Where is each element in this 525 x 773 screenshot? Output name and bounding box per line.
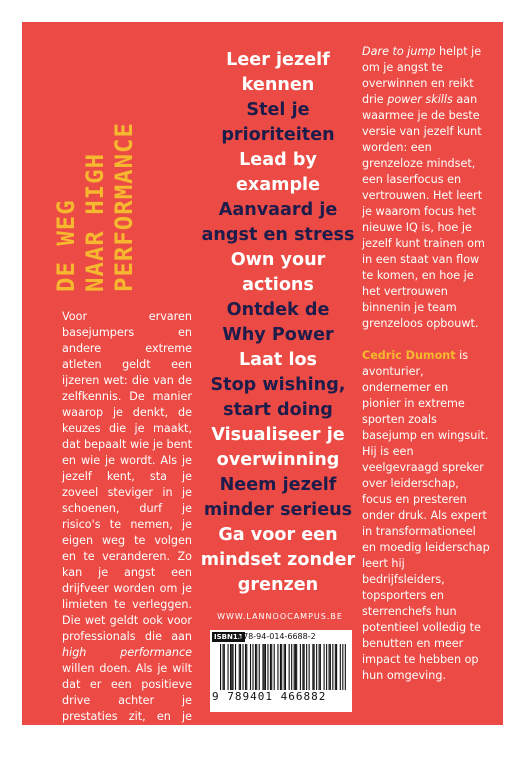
author-bio	[362, 348, 490, 684]
left-body-text	[62, 309, 192, 773]
power-skill-line: Ontdek de	[226, 300, 330, 320]
power-skill-line: Stop wishing,	[210, 375, 346, 395]
power-skill-line: kennen	[241, 75, 315, 95]
left-text-high-performance: high performance	[62, 646, 192, 659]
power-skill-line: overwinning	[216, 450, 340, 470]
vertical-title-line-2: NAAR HIGH	[81, 152, 109, 292]
description-part-2: aan waarmee je de beste versie van jezelf kunt worden: een grenzeloze mindset, een laserfocus en vertrouwen. Het leert je waarom focus het nieuwe IQ is, hoe je jezelf kunt trainen om in een staat van flow te komen, en hoe je het vertrouwen binnenin je team grenzeloos opbouwt.	[362, 93, 485, 330]
power-skill-line: Laat los	[238, 350, 318, 370]
power-skill-line: Neem jezelf	[219, 475, 337, 495]
power-skill-line: start doing	[223, 400, 333, 420]
vertical-title-line-1: DE WEG	[52, 199, 80, 292]
power-skill-line: Aanvaard je	[218, 200, 338, 220]
author-name: Cedric Dumont	[362, 349, 456, 362]
vertical-title	[52, 62, 139, 292]
left-text-part-2: willen doen. Als je wilt dat er een positieve drive achter je prestaties zit, en je echt je	[62, 662, 192, 739]
power-skill-line: Why Power	[222, 325, 334, 345]
power-skill-line: Own your	[230, 250, 326, 270]
description-part-1: helpt je om je angst te overwinnen en reikt drie	[362, 45, 482, 106]
barcode-icon	[220, 644, 346, 690]
power-skill-line: mindset zonder	[200, 550, 356, 570]
book-title-italic: Dare to jump	[362, 45, 436, 58]
book-back-cover	[22, 22, 503, 771]
vertical-title-line-3: PERFORMANCE	[110, 122, 138, 292]
power-skill-line: Ga voor een	[218, 525, 338, 545]
power-skill-line: Leer jezelf	[226, 50, 330, 70]
power-skill-line: prioriteiten	[221, 125, 335, 145]
book-description	[362, 44, 490, 332]
barcode-digits: 9 789401 466882	[212, 690, 327, 703]
power-skill-line: example	[235, 175, 321, 195]
power-skills-italic: power skills	[387, 93, 453, 106]
left-text-part-3: wilt bereiken, moet je jezelf leren kennen.	[62, 726, 192, 771]
isbn-label: ISBN13	[214, 633, 243, 641]
right-body-text	[362, 44, 490, 684]
power-skill-line: Visualiseer je	[211, 425, 345, 445]
power-skill-line: angst en stress	[201, 225, 355, 245]
author-bio-text: is avonturier, ondernemer en pionier in extreme sporten zoals basejump en wingsuit. Hij is een veelgevraagd spreker over leiderschap, focus en presteren onder druk. Als expert in transformationeel en moedig leiderschap leert hij bedrijfsleiders, topsporters en sterrenchefs hun potentieel volledig te benutten en meer impact te hebben op hun omgeving.	[362, 349, 490, 682]
power-skill-line: grenzen	[237, 575, 319, 595]
left-text-part-1: Voor ervaren basejumpers en andere extreme atleten geldt een ijzeren wet: die van de zelfkennis. De manier waarop je denkt, de keuzes die je maakt, dat bepaalt wie je bent en wie je wordt. Als je jezelf kent, sta je zoveel steviger in je schoenen, durf je risico's te nemen, je eigen weg te volgen en te veranderen. Zo kan je angst een drijfveer worden om je limieten te verleggen. Die wet geldt ook voor professionals die aan	[62, 310, 192, 643]
power-skill-line: Stel je	[246, 100, 310, 120]
isbn-number: 978-94-014-6688-2	[238, 632, 316, 641]
power-skill-line: actions	[242, 275, 314, 295]
power-skill-line: Lead by	[239, 150, 317, 170]
publisher-url: WWW.LANNOOCAMPUS.BE	[217, 612, 343, 621]
barcode-area	[210, 630, 352, 712]
power-skill-line: minder serieus	[203, 500, 353, 520]
power-skills-list	[194, 48, 362, 598]
left-text-next-level: next level	[108, 726, 167, 739]
